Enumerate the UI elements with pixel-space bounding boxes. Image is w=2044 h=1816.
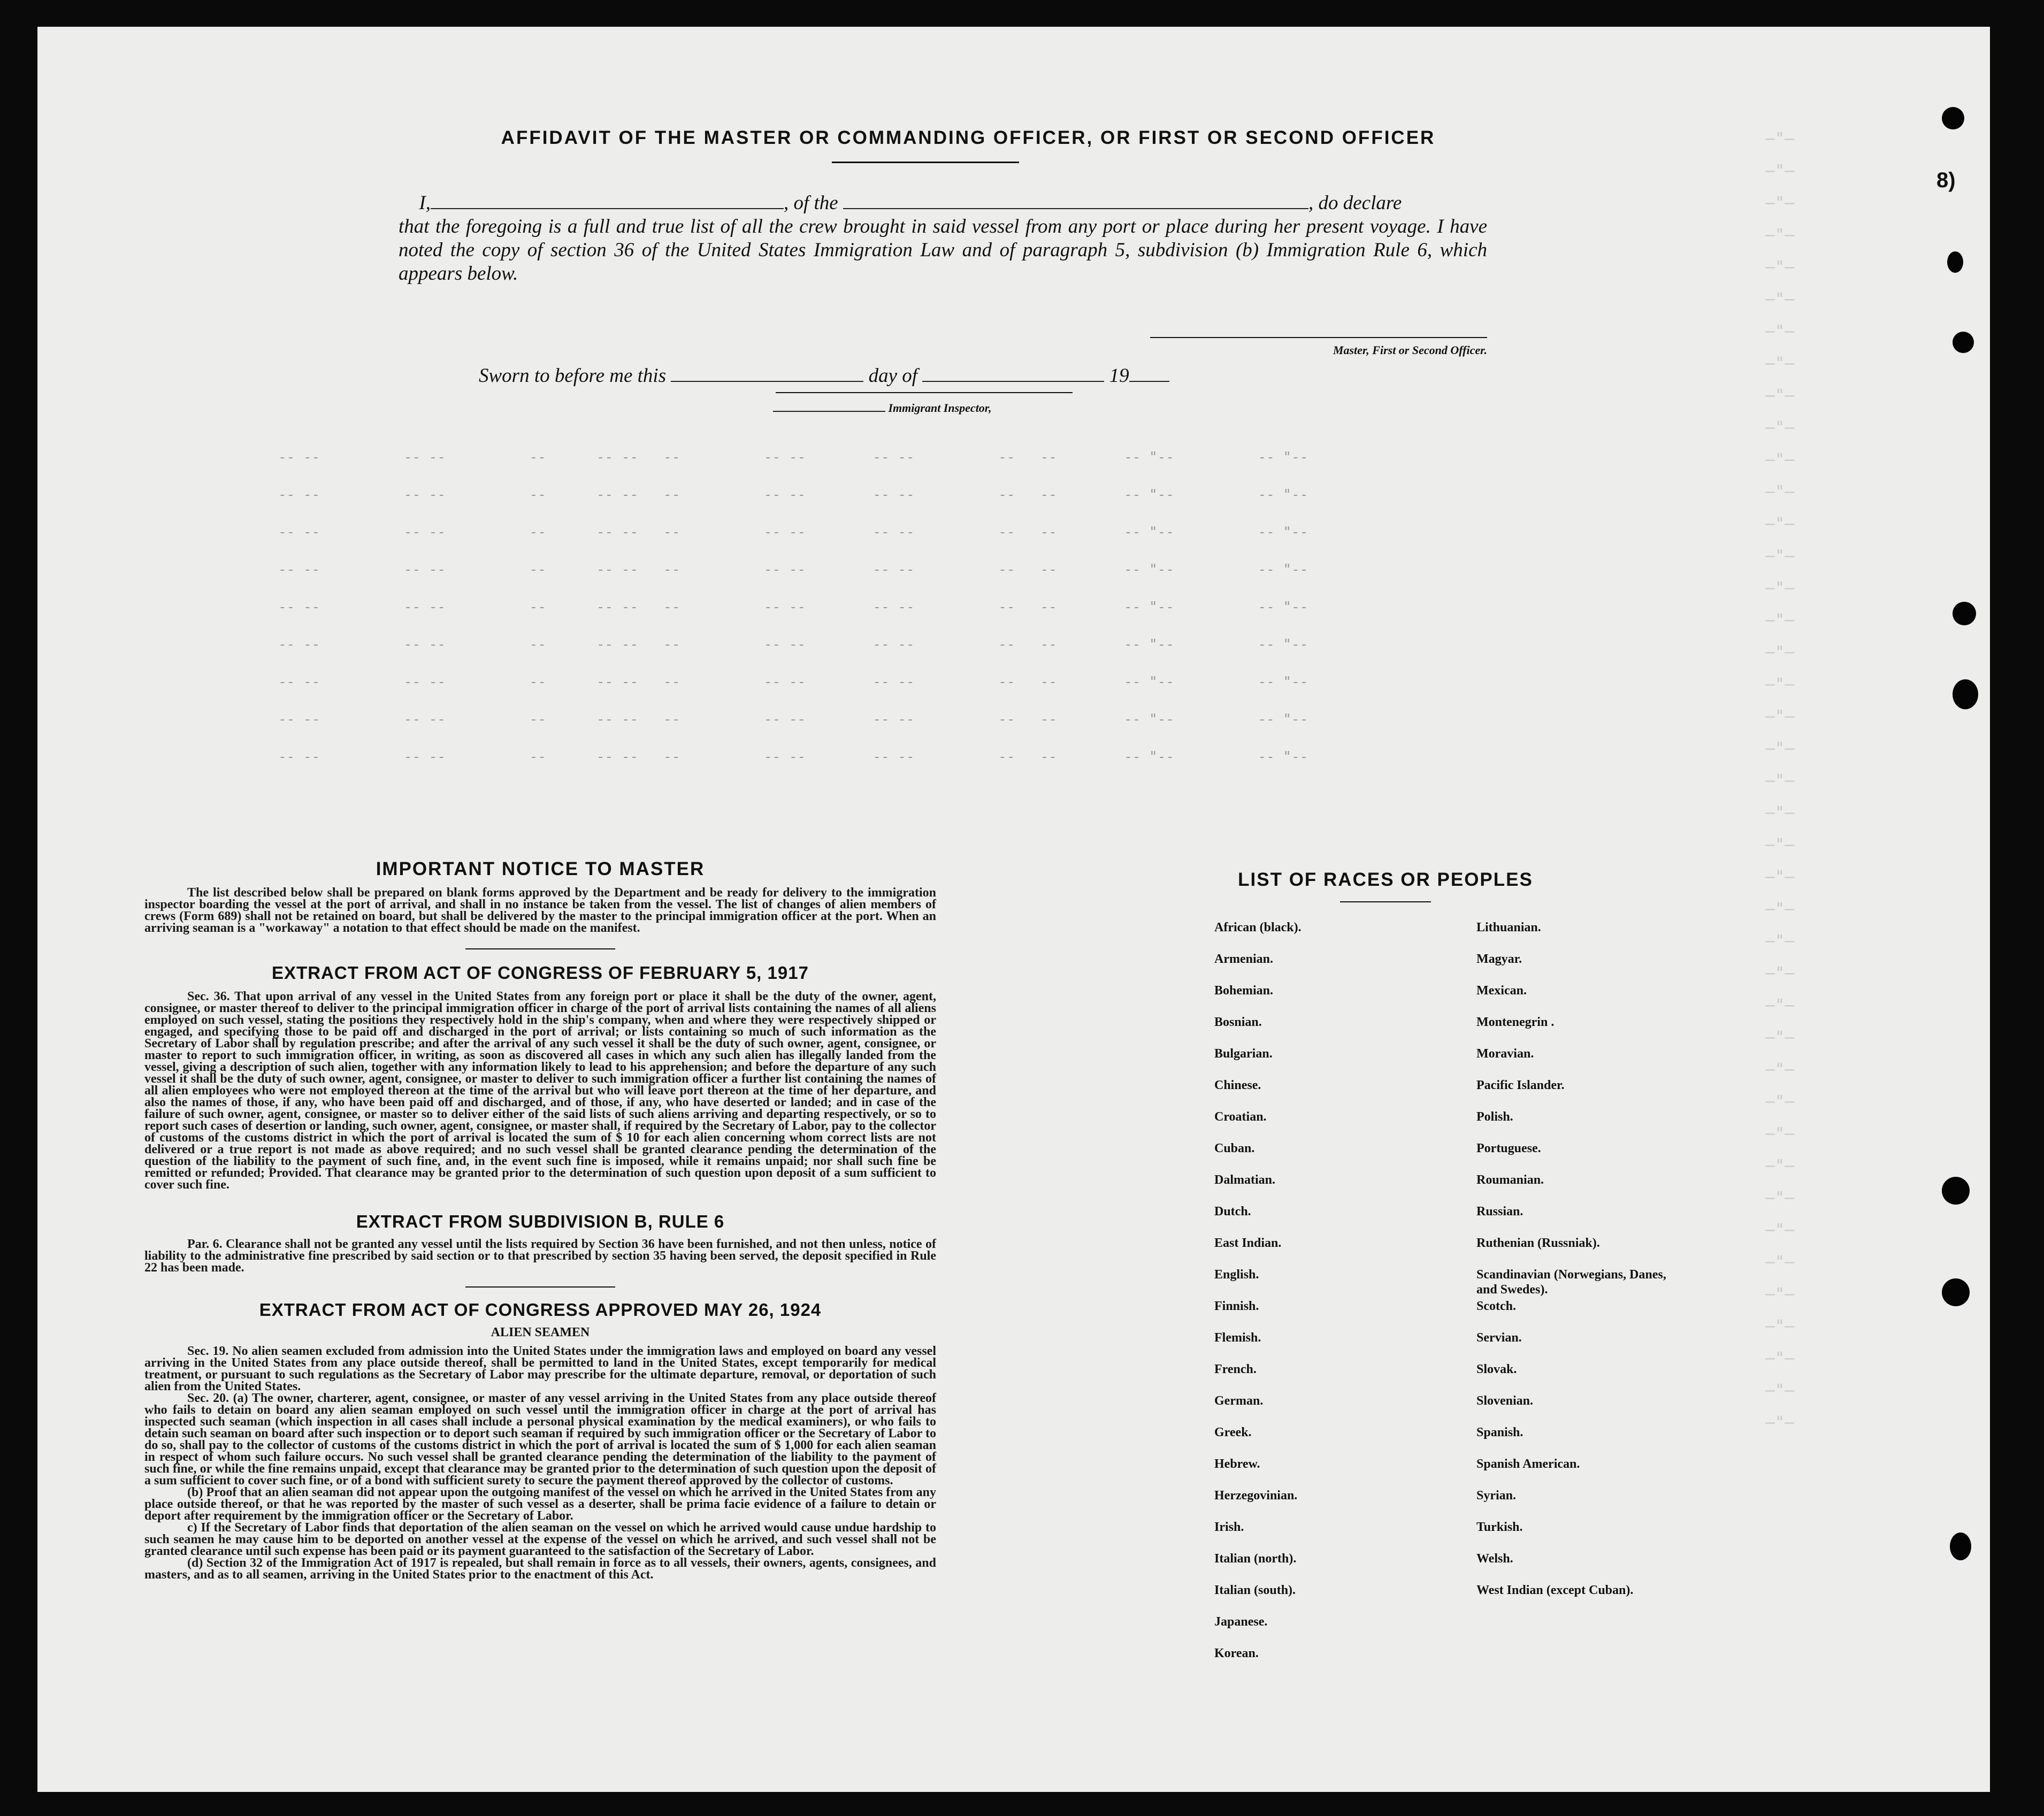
binder-hole	[1953, 679, 1978, 709]
races-column-1	[1214, 920, 1455, 1677]
sec20a-text: Sec. 20. (a) The owner, charterer, agent, consignee, or master of any vessel arriving in the United States from any place outside thereof who fails to detain on board any alien seaman employed on such vessel until the immigration officer in charge at the port of arrival has inspected such seaman (which inspection in all cases shall include a personal physical examination by the medical examiners), or who fails to detain such seaman on board after such inspection or to deport such seaman if required by such immigration officer or the Secretary of Labor to do so, shall pay to the collector of customs of the customs district in which the port of arrival is located the sum of $ 1,000 for each alien seaman in respect of whom such failure occurs. No such vessel shall be granted clearance pending the determination of the liability to the payment of such fine, or while the fine remains unpaid, except that clearance may be granted prior to the determination of such question upon the deposit of a sum sufficient to cover such fine, or of a bond with sufficient surety to secure the payment thereof approved by the collector of customs.	[144, 1391, 936, 1488]
race-item: Italian (south).	[1214, 1583, 1296, 1597]
binder-hole	[1950, 1533, 1971, 1560]
master-signature-line	[1150, 337, 1487, 338]
race-item: Servian.	[1476, 1331, 1522, 1345]
binder-hole	[1942, 1177, 1970, 1205]
faint-dash-row: -- -- -- -- -- -- -- -- -- -- -- -- -- -- -- "-- -- "--	[278, 449, 1308, 465]
rule6-text: Par. 6. Clearance shall not be granted any vessel until the lists required by Section 36 have been furnished, and not then unless, notice of liability to the administrative fine prescribed by said section or to that prescribed by section 35 having been served, the deposit specified in Rule 22 has been made.	[144, 1237, 936, 1275]
races-rule	[1340, 901, 1431, 902]
inspector-line	[773, 401, 992, 415]
binder-hole	[1953, 602, 1976, 625]
notice-heading: IMPORTANT NOTICE TO MASTER	[376, 859, 705, 879]
race-item: Italian (north).	[1214, 1552, 1297, 1566]
race-item: English.	[1214, 1268, 1259, 1282]
binder-hole	[1942, 1278, 1970, 1306]
affidavit-heading: AFFIDAVIT OF THE MASTER OR COMMANDING OFFICER, OR FIRST OR SECOND OFFICER	[501, 127, 1436, 148]
sworn-day-blank	[671, 361, 863, 382]
race-item: Spanish.	[1476, 1426, 1524, 1439]
inspector-blank	[773, 403, 885, 412]
day-of-text: day of	[868, 365, 918, 387]
race-item: Japanese.	[1214, 1615, 1268, 1629]
race-item: African (black).	[1214, 921, 1302, 934]
race-item: Croatian.	[1214, 1110, 1267, 1124]
race-item: Dutch.	[1214, 1205, 1251, 1219]
faint-dash-row: -- -- -- -- -- -- -- -- -- -- -- -- -- -- -- "-- -- "--	[278, 599, 1308, 615]
race-item: Bosnian.	[1214, 1015, 1262, 1029]
inspector-label: Immigrant Inspector,	[888, 401, 992, 415]
master-label: Master, First or Second Officer.	[1333, 343, 1487, 357]
race-item: Russian.	[1476, 1205, 1524, 1219]
race-item: Slovenian.	[1476, 1394, 1534, 1408]
affidavit-i: I,	[419, 192, 431, 214]
race-item: Greek.	[1214, 1426, 1252, 1439]
race-item: East Indian.	[1214, 1236, 1282, 1250]
race-item: Irish.	[1214, 1520, 1244, 1534]
margin-mark: 8)	[1936, 168, 1956, 192]
faint-dash-row: -- -- -- -- -- -- -- -- -- -- -- -- -- -- -- "-- -- "--	[278, 487, 1308, 503]
race-item: Portuguese.	[1476, 1141, 1541, 1155]
affidavit-body: that the foregoing is a full and true list of all the crew brought in said vessel from any port or place during her present voyage. I have noted the copy of section 36 of the United States Immigration Law and of paragraph 5, subdivision (b) Immigration Rule 6, which appears below.	[399, 216, 1487, 285]
extract-1917-heading: EXTRACT FROM ACT OF CONGRESS OF FEBRUARY 5, 1917	[272, 963, 809, 983]
extract-1924-heading: EXTRACT FROM ACT OF CONGRESS APPROVED MAY 26, 1924	[259, 1300, 822, 1320]
extract-1917-text: Sec. 36. That upon arrival of any vessel in the United States from any foreign port or place it shall be the duty of the owner, agent, consignee, or master thereof to deliver to the principal immigration officer in charge of the port of arrival lists containing the names of all aliens employed on such vessel, stating the positions they respectively hold in the ship's company, when and where they were respectively shipped or engaged, and specifying those to be paid off and discharged in the port of arrival; or lists containing so much of such information as the Secretary of Labor shall by regulation prescribe; and after the arrival of any such vessel it shall be the duty of such owner, agent, consignee, or master to report to such immigration officer, in writing, as soon as discovered all cases in which any such alien has illegally landed from the vessel, giving a description of such alien, together with any information likely to lead to his apprehension; and before the departure of any such vessel it shall be the duty of such owner, agent, consignee, or master to deliver to such immigration officer a further list containing the names of all alien employees who were not employed thereon at the time of the arrival but who will leave port thereon at the time of her departure, and also the names of those, if any, who have been paid off and discharged, and of those, if any, who have deserted or landed; and in case of the failure of such owner, agent, consignee, or master so to deliver either of the said lists of such aliens arriving and departing respectively, or so to report such cases of desertion or landing, such owner, agent, consignee, or master shall, if required by the Secretary of Labor, pay to the collector of customs of the customs district in which the port of arrival is located the sum of $ 10 for each alien concerning whom correct lists are not delivered or a true report is not made as above required; and no such vessel shall be granted clearance pending the determination of the question of the liability to the payment of such fine, and, in the event such fine is imposed, while it remains unpaid; nor shall such fine be remitted or refunded; Provided. That clearance may be granted prior to the determination of such question upon deposit of a sum sufficient to cover such fine.	[144, 990, 936, 1192]
affidavit-declaration	[399, 188, 1487, 286]
faint-dash-row: -- -- -- -- -- -- -- -- -- -- -- -- -- -- -- "-- -- "--	[278, 637, 1308, 653]
race-item: Cuban.	[1214, 1141, 1255, 1155]
rule6-rule	[465, 1286, 615, 1288]
sec19-text: Sec. 19. No alien seamen excluded from admission into the United States under the immigration laws and employed on board any vessel arriving in the United States from any place outside thereof, shall be permitted to land in the United States, except temporarily for medical treatment, or pursuant to such regulations as the Secretary of Labor may prescribe for the ultimate departure, removal, or deportation of such alien from the United States.	[144, 1344, 936, 1393]
races-heading: LIST OF RACES OR PEOPLES	[1238, 869, 1533, 890]
sworn-line	[479, 361, 1169, 387]
race-item: Moravian.	[1476, 1047, 1534, 1061]
faint-dash-row: -- -- -- -- -- -- -- -- -- -- -- -- -- -- -- "-- -- "--	[278, 749, 1308, 765]
race-item: Dalmatian.	[1214, 1173, 1275, 1187]
race-item: Montenegrin .	[1476, 1015, 1555, 1029]
race-item: German.	[1214, 1394, 1264, 1408]
rule6-heading: EXTRACT FROM SUBDIVISION B, RULE 6	[356, 1212, 725, 1231]
notice-text: The list described below shall be prepared on blank forms approved by the Department and be ready for delivery to the immigration inspector boarding the vessel at the port of arrival, and shall in no instance be taken from the vessel. The list of changes of alien members of crews (Form 689) shall not be retained on board, but shall be delivered by the master to the principal immigration officer at the port. When an arriving seaman is a "workaway" a notation to that effect should be made on the manifest.	[144, 886, 936, 935]
affidavit-of-the: , of the	[784, 192, 838, 214]
sec20b-text: (b) Proof that an alien seaman did not appear upon the outgoing manifest of the vessel on which he arrived in the United States from any place outside thereof, or that he was reported by the master of such vessel as a deserter, shall be prima facie evidence of a failure to detain or deport after requirement by the immigration officer or the Secretary of Labor.	[144, 1485, 936, 1523]
race-item: Roumanian.	[1476, 1173, 1544, 1187]
binder-hole	[1953, 332, 1974, 353]
race-item: Hebrew.	[1214, 1457, 1260, 1471]
race-item: Korean.	[1214, 1646, 1259, 1660]
race-item: Spanish American.	[1476, 1457, 1580, 1471]
inspector-signature-line	[776, 392, 1073, 393]
sec20d-text: (d) Section 32 of the Immigration Act of 1917 is repealed, but shall remain in force as to all vessels, their owners, agents, consignees, and masters, and as to all seamen, arriving in the United States prior to the enactment of this Act.	[144, 1556, 936, 1582]
faint-dash-row: -- -- -- -- -- -- -- -- -- -- -- -- -- -- -- "-- -- "--	[278, 562, 1308, 578]
race-item: Turkish.	[1476, 1520, 1523, 1534]
vessel-blank	[843, 188, 1308, 209]
faint-dash-row: -- -- -- -- -- -- -- -- -- -- -- -- -- -- -- "-- -- "--	[278, 524, 1308, 540]
race-item: Syrian.	[1476, 1489, 1517, 1503]
race-item: Mexican.	[1476, 984, 1527, 998]
binder-hole	[1947, 251, 1963, 273]
sworn-year-blank	[1129, 361, 1169, 382]
document-page	[37, 27, 1990, 1792]
race-item: Scotch.	[1476, 1299, 1516, 1313]
bleed-through-marks: —"— —"— —"— —"— —"— —"— —"— —"— —"— —"— —"— —"— —"— —"— —"— —"— —"— —"— —"— —"— —"— —"— —"— —"— —"— —"— —"— —"— —"— —"— —"— —"— —"— —"— —"— —"— —"— —"— —"— —"— —"—	[1765, 129, 1795, 1432]
faint-dash-row: -- -- -- -- -- -- -- -- -- -- -- -- -- -- -- "-- -- "--	[278, 711, 1308, 727]
race-item: Bulgarian.	[1214, 1047, 1273, 1061]
race-item: Pacific Islander.	[1476, 1078, 1565, 1092]
race-item: Chinese.	[1214, 1078, 1261, 1092]
race-item: Welsh.	[1476, 1552, 1513, 1566]
race-item: Lithuanian.	[1476, 921, 1541, 934]
sec20c-text: c) If the Secretary of Labor finds that deportation of the alien seaman on the vessel on which he arrived would cause undue hardship to such seamen he may cause him to be deported on another vessel at the expense of the vessel on which he arrived, and such vessel shall not be granted clearance until such expense has been paid or its payment guaranteed to the satisfaction of the Secretary of Labor.	[144, 1521, 936, 1558]
binder-hole	[1942, 107, 1964, 129]
race-item: Scandinavian (Norwegians, Danes, and Swedes).	[1476, 1268, 1666, 1297]
race-item: Magyar.	[1476, 952, 1522, 966]
races-column-2	[1476, 920, 1680, 1614]
notice-rule	[465, 948, 615, 949]
heading-rule	[832, 162, 1019, 163]
faint-dash-row: -- -- -- -- -- -- -- -- -- -- -- -- -- -- -- "-- -- "--	[278, 674, 1308, 690]
race-item: Bohemian.	[1214, 984, 1274, 998]
extract-1924-body	[144, 1345, 936, 1581]
race-item: Polish.	[1476, 1110, 1513, 1124]
alien-seamen-subheading: ALIEN SEAMEN	[491, 1325, 590, 1339]
year-prefix: 19	[1109, 365, 1129, 387]
sworn-text: Sworn to before me this	[479, 365, 667, 387]
race-item: West Indian (except Cuban).	[1476, 1583, 1634, 1597]
name-blank	[431, 188, 784, 209]
race-item: Slovak.	[1476, 1362, 1517, 1376]
race-item: Flemish.	[1214, 1331, 1261, 1345]
sworn-month-blank	[922, 361, 1104, 382]
race-item: Armenian.	[1214, 952, 1273, 966]
race-item: French.	[1214, 1362, 1257, 1376]
race-item: Finnish.	[1214, 1299, 1259, 1313]
affidavit-declare: , do declare	[1308, 192, 1402, 214]
race-item: Herzegovinian.	[1214, 1489, 1298, 1503]
race-item: Ruthenian (Russniak).	[1476, 1236, 1600, 1250]
